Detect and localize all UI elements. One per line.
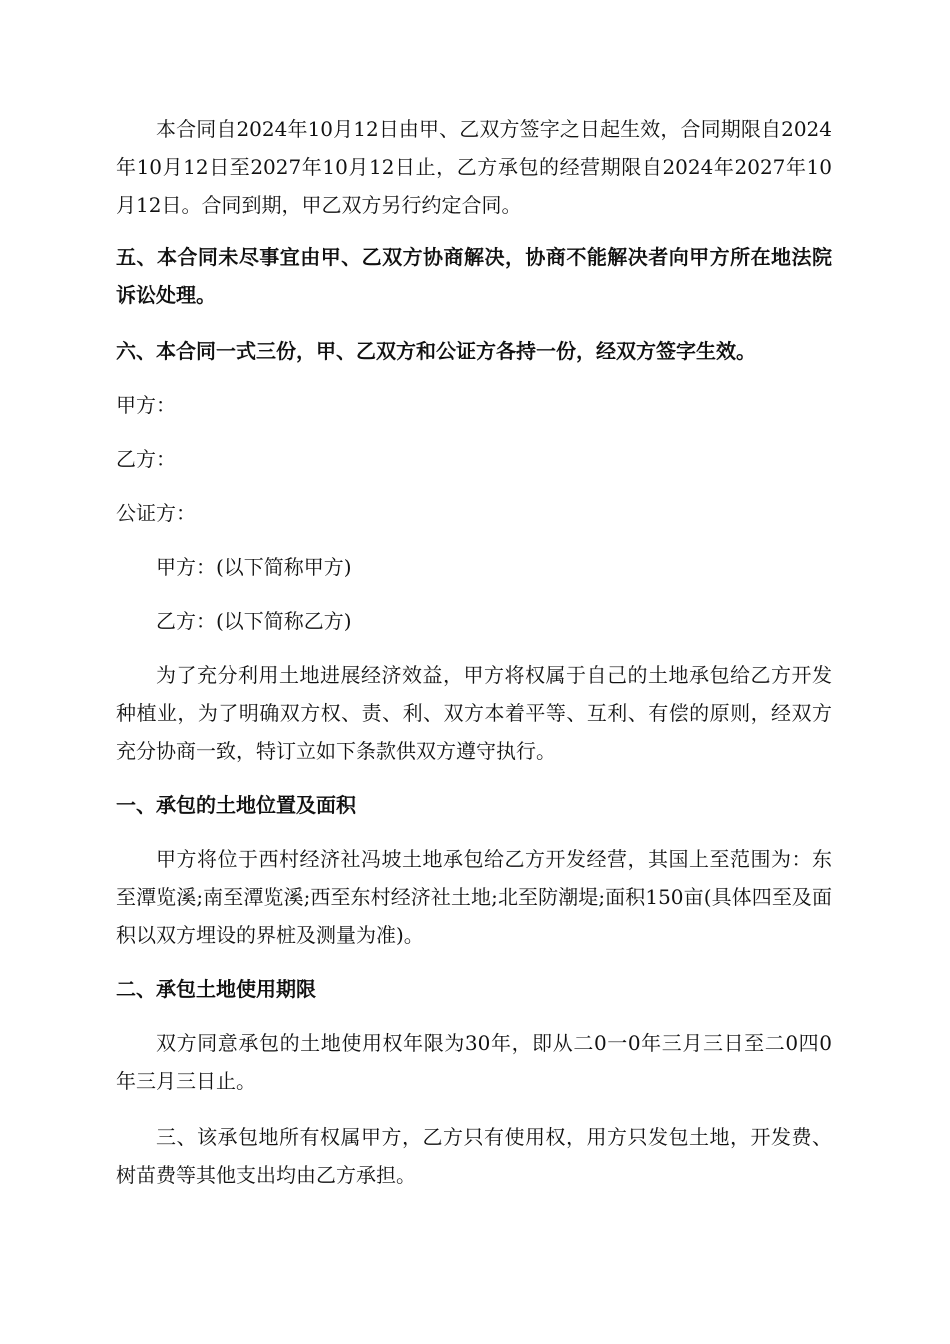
- paragraph-intro: 为了充分利用土地进展经济效益，甲方将权属于自己的土地承包给乙方开发种植业，为了明确双方权、责、利、双方本着平等、互利、有偿的原则，经双方充分协商一致，特订立如下条款供双方遵守执行。: [116, 663, 832, 763]
- paragraph-three: 三、该承包地所有权属甲方，乙方只有使用权，用方只发包土地，开发费、树苗费等其他支出均由乙方承担。: [116, 1125, 832, 1187]
- heading-two: 二、承包土地使用期限: [116, 977, 316, 1001]
- signature-notary: 公证方：: [116, 501, 196, 525]
- signature-party-a: 甲方：: [116, 393, 176, 417]
- paragraph-two: 双方同意承包的土地使用权年限为30年，即从二0一0年三月三日至二0四0年三月三日止。: [116, 1031, 832, 1093]
- party-a-line: 甲方：(以下简称甲方): [156, 555, 352, 579]
- party-b-line: 乙方：(以下简称乙方): [156, 609, 352, 633]
- paragraph-one: 甲方将位于西村经济社冯坡土地承包给乙方开发经营，其国上至范围为：东至潭览溪;南至潭览溪;西至东村经济社土地;北至防潮堤;面积150亩(具体四至及面积以双方埋设的界桩及测量为准)。: [116, 847, 832, 947]
- heading-one: 一、承包的土地位置及面积: [116, 793, 356, 817]
- clause-six: 六、本合同一式三份，甲、乙双方和公证方各持一份，经双方签字生效。: [116, 339, 756, 363]
- clause-five: 五、本合同未尽事宜由甲、乙双方协商解决，协商不能解决者向甲方所在地法院诉讼处理。: [116, 245, 832, 307]
- signature-party-b: 乙方：: [116, 447, 176, 471]
- paragraph-effective-date: 本合同自2024年10月12日由甲、乙双方签字之日起生效，合同期限自2024年10月12日至2027年10月12日止，乙方承包的经营期限自2024年2027年10月12日。合同到期，甲乙双方另行约定合同。: [116, 117, 832, 217]
- document-page: [116, 110, 832, 1194]
